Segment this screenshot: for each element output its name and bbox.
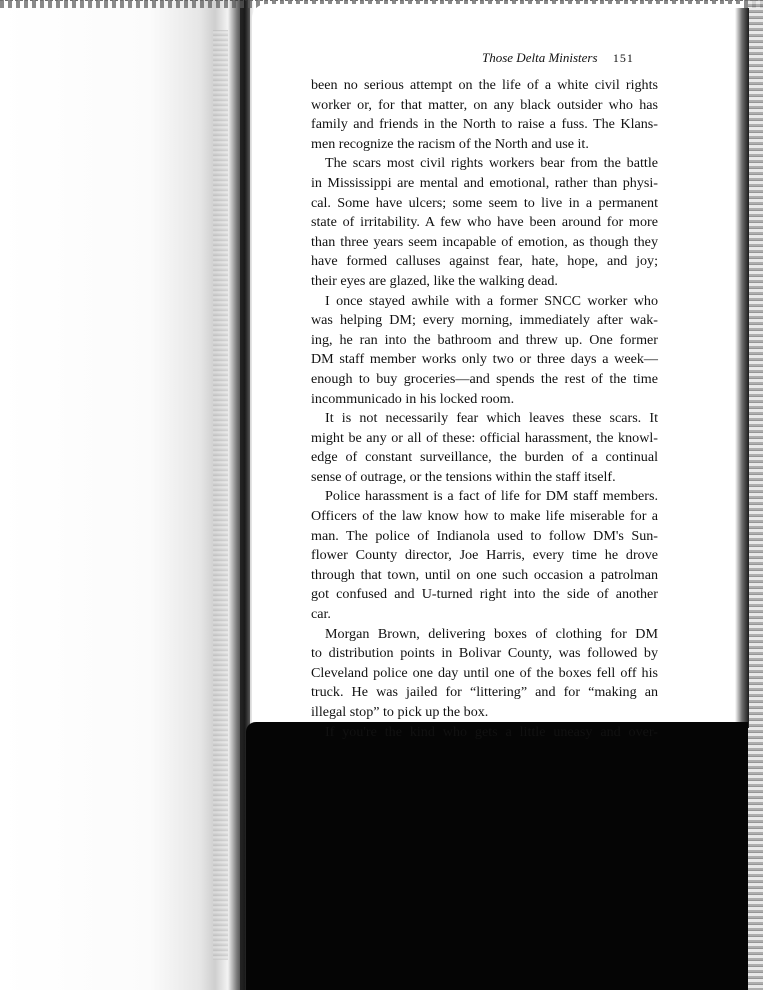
- text-line: If you're the kind who gets a little uneasy and over-: [325, 723, 658, 740]
- text-line: flower County director, Joe Harris, every time he drove: [311, 547, 658, 564]
- text-line: might be any or all of these: official harassment, the knowl-: [311, 429, 658, 446]
- text-line: car.: [311, 606, 331, 623]
- page-edge-shadow: [735, 8, 749, 728]
- text-line: ing, he ran into the bathroom and threw up. One former: [311, 331, 658, 348]
- text-line: than three years seem incapable of emotion, as though they: [311, 233, 658, 250]
- text-line: Police harassment is a fact of life for DM staff members.: [325, 488, 658, 505]
- text-line: truck. He was jailed for “littering” and for “making an: [311, 684, 658, 701]
- text-line: edge of constant surveillance, the burden of a continual: [311, 449, 658, 466]
- text-line: was helping DM; every morning, immediately after wak-: [311, 312, 658, 329]
- text-line: It is not necessarily fear which leaves these scars. It: [325, 410, 658, 427]
- text-line: illegal stop” to pick up the box.: [311, 704, 489, 720]
- text-line: got confused and U-turned right into the side of another: [311, 586, 658, 603]
- text-line: have formed calluses against fear, hate, hope, and joy;: [311, 253, 658, 270]
- text-line: The scars most civil rights workers bear from the battle: [325, 155, 658, 172]
- text-line: in Mississippi are mental and emotional, rather than physi-: [311, 174, 658, 191]
- text-line: their eyes are glazed, like the walking dead.: [311, 272, 558, 289]
- body-text: [311, 76, 658, 742]
- text-line: sense of outrage, or the tensions within the staff itself.: [311, 468, 616, 485]
- text-line: to distribution points in Bolivar County, was followed by: [311, 645, 658, 662]
- text-line: men recognize the racism of the North and use it.: [311, 135, 589, 152]
- text-line: DM staff member works only two or three days a week—: [311, 351, 658, 368]
- text-line: Morgan Brown, delivering boxes of clothing for DM: [325, 625, 658, 642]
- text-line: I once stayed awhile with a former SNCC worker who: [325, 292, 658, 309]
- text-line: state of irritability. A few who have been around for more: [311, 214, 658, 231]
- running-title: Those Delta Ministers: [482, 50, 598, 65]
- text-line: Cleveland police one day until one of the boxes fell off his: [311, 664, 658, 681]
- running-header: [482, 50, 672, 70]
- text-line: enough to buy groceries—and spends the rest of the time: [311, 370, 658, 387]
- scan-margin-right: [748, 0, 763, 990]
- text-line: family and friends in the North to raise a fuss. The Klans-: [311, 116, 658, 133]
- text-line: through that town, until on one such occasion a patrolman: [311, 566, 658, 583]
- text-line: worker or, for that matter, on any black outsider who has: [311, 96, 658, 113]
- scan-margin-left: [0, 0, 232, 990]
- text-line: cal. Some have ulcers; some seem to live in a permanent: [311, 194, 658, 211]
- text-line: man. The police of Indianola used to follow DM's Sun-: [311, 527, 658, 544]
- page-number: 151: [612, 51, 634, 65]
- text-line: been no serious attempt on the life of a white civil rights: [311, 77, 658, 93]
- text-line: Officers of the law know how to make life miserable for a: [311, 508, 658, 525]
- text-line: incommunicado in his locked room.: [311, 390, 515, 407]
- scan-black-area: [246, 722, 748, 990]
